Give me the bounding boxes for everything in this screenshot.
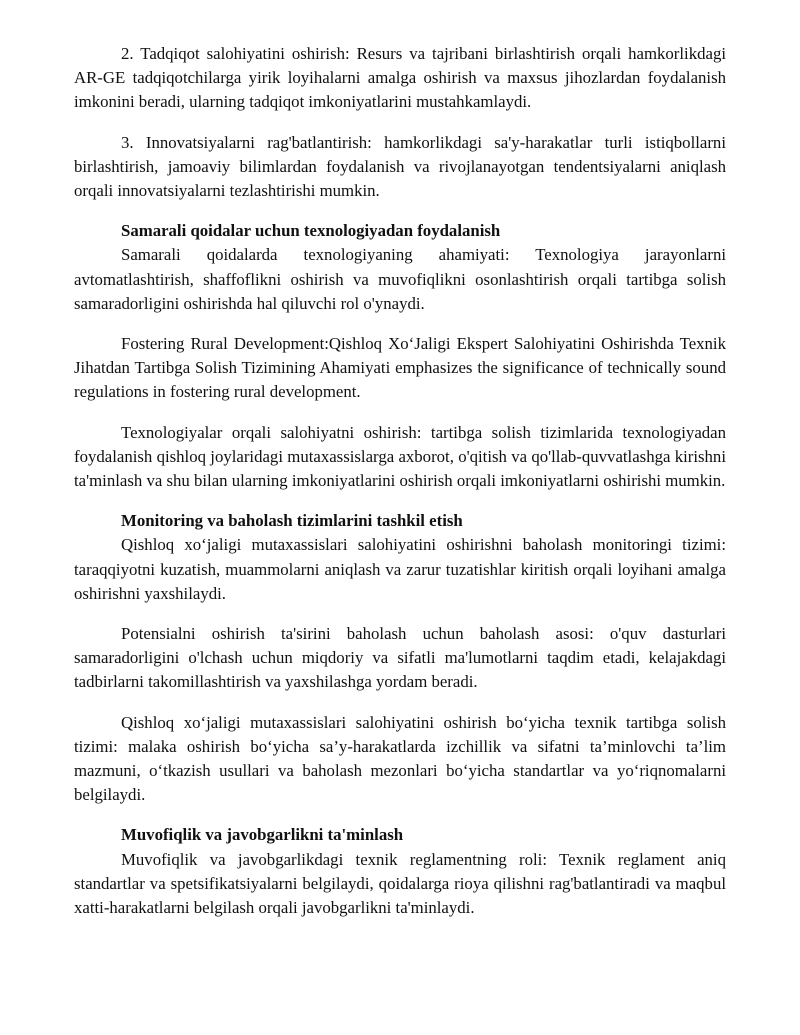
paragraph-capacity-technology: Texnologiyalar orqali salohiyatni oshirish: tartibga solish tizimlarida texnologiyadan foydalanish qishloq joylaridagi mutaxassislarga axborot, o'qitish va qo'llab-quvvatlashga kirishni ta'minlash va shu bilan ularning imkoniyatlarini oshirish orqali imkoniyatlarni oshirishi mumkin. <box>74 422 726 491</box>
document-page <box>74 42 726 920</box>
paragraph-rural-development: Fostering Rural Development:Qishloq Xo‘Jaligi Ekspert Salohiyatini Oshirishda Texnik Jihatdan Tartibga Solish Tizimining Ahamiyati emphasizes the significance of technically sound regulations in fostering rural development. <box>74 334 726 402</box>
paragraph-technology-importance: Samarali qoidalarda texnologiyaning ahamiyati: Texnologiya jarayonlarni avtomatlashtirish, shaffoflikni oshirish va muvofiqlikni osonlashtirish orqali tartibga solish samaradorligini oshirishda hal qiluvchi rol o'ynaydi. <box>74 245 726 313</box>
paragraph-evaluation-framework: Potensialni oshirish ta'sirini baholash uchun baholash asosi: o'quv dasturlari samaradorligini o'lchash uchun miqdoriy va sifatli ma'lumotlarni taqdim etadi, kelajakdagi tadbirlarni takomillashtirish va yaxshilashga yordam beradi. <box>74 624 726 692</box>
paragraph-innovation: 3. Innovatsiyalarni rag'batlantirish: hamkorlikdagi sa'y-harakatlar turli istiqbollarni birlashtirish, jamoaviy bilimlardan foydalanish va rivojlanayotgan tendentsiyalarni aniqlash orqali innovatsiyalarni tezlashtirishi mumkin. <box>74 132 726 201</box>
paragraph-research-capacity: 2. Tadqiqot salohiyatini oshirish: Resurs va tajribani birlashtirish orqali hamkorlikdagi AR-GE tadqiqotchilarga yirik loyihalarni amalga oshirish va maxsus jihozlardan foydalanish imkonini beradi, ularning tadqiqot imkoniyatlarini mustahkamlaydi. <box>74 44 726 112</box>
paragraph-regulation-system: Qishloq xo‘jaligi mutaxassislari salohiyatini oshirish bo‘yicha texnik tartibga solish tizimi: malaka oshirish bo‘yicha sa’y-harakatlarda izchillik va sifatni ta’minlovchi ta’lim mazmuni, o‘tkazish usullari va baholash mezonlari bo‘yicha standartlar va yo‘riqnomalarni belgilaydi. <box>74 712 726 805</box>
section-heading-technology: Samarali qoidalar uchun texnologiyadan foydalanish <box>121 221 501 241</box>
paragraph-compliance-role: Muvofiqlik va javobgarlikdagi texnik reglamentning roli: Texnik reglament aniq standartlar va spetsifikatsiyalarni belgilaydi, qoidalarga rioya qilishni rag'batlantiradi va maqbul xatti-harakatlarni belgilash orqali javobgarlikni ta'minlaydi. <box>74 849 726 918</box>
paragraph-monitoring-system: Qishloq xo‘jaligi mutaxassislari salohiyatini oshirishni baholash monitoringi tizimi: taraqqiyotni kuzatish, muammolarni aniqlash va zarur tuzatishlar kiritish orqali loyihani amalga oshirishni yaxshilaydi. <box>74 535 726 603</box>
section-heading-compliance: Muvofiqlik va javobgarlikni ta'minlash <box>121 825 404 845</box>
section-heading-monitoring: Monitoring va baholash tizimlarini tashkil etish <box>121 511 463 531</box>
